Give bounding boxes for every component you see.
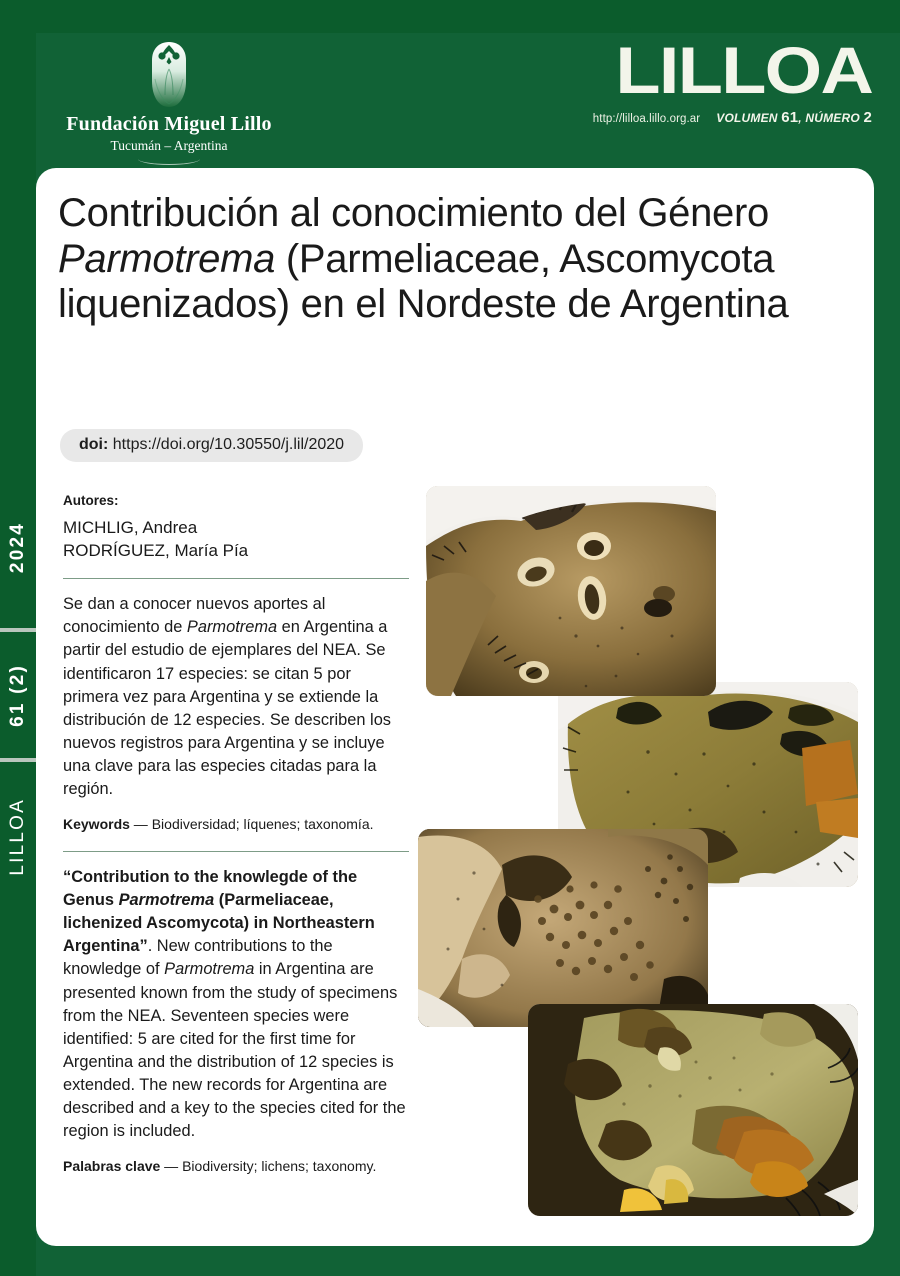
photo-collage [418,486,858,1216]
keywords-en-value: Biodiversity; lichens; taxonomy. [182,1158,377,1175]
lichen-photo-1-image [426,486,716,696]
author-name: MICHLIG, Andrea [63,518,198,537]
spine-year-label: 2024 [7,522,28,574]
lichen-photo-4-image [528,1004,858,1216]
lichen-photo-3-image [418,829,708,1027]
journal-title: LILLOA [615,33,872,107]
spine-volume-issue-label: 61 (2) [7,663,28,727]
page-title [58,191,858,328]
foundation-name: Fundación Miguel Lillo [66,113,272,135]
doi-label: doi: [79,436,109,453]
journal-url[interactable]: http://lilloa.lillo.org.ar [592,113,701,126]
divider-after-keywords [63,851,409,852]
spine-volume-issue [0,632,36,758]
abstract-es-genus: Parmotrema [186,618,278,637]
keywords-en-dash: — [160,1158,183,1175]
abstract-en-part-1: . New contributions to the knowledge of [63,937,333,979]
lichen-photo-3 [418,829,708,1027]
keywords-es-label: Keywords [63,816,130,833]
abstract-es-part-1: Se dan a conocer nuevos aportes al conocimiento de [63,595,326,637]
abstract-en-genus: Parmotrema [164,960,255,979]
spine-journal-label: LILLOA [7,798,28,876]
volume-number: 61 [781,109,799,127]
doi-value[interactable]: https://doi.org/10.30550/j.lil/2020 [112,436,345,453]
keywords-es-dash: — [129,816,152,833]
abstract-en-title-part-1: “Contribution to the knowlegde of the Genus [63,867,358,910]
journal-spine [0,0,36,1276]
author-name: RODRÍGUEZ, María Pía [63,540,249,560]
title-genus: Parmotrema [58,236,276,281]
abstract-spanish [63,593,409,801]
volume-label: VOLUMEN [716,111,778,126]
title-part-2: (Parmeliaceae, Ascomycota liquenizados) en el Nordeste de Argentina [58,236,789,327]
keywords-english [63,1157,409,1177]
abstract-en-title-part-2: (Parmeliaceae, lichenized Ascomycota) in Northeastern Argentina” [63,891,375,956]
abstract-en-title-genus: Parmotrema [118,891,215,910]
owl-icon [145,41,193,109]
journal-brand [592,33,872,127]
lichen-photo-1 [426,486,716,696]
article-card [36,168,874,1246]
page-header [36,33,900,168]
abstract-english [63,866,409,1144]
abstract-column [63,493,409,1177]
journal-volume-issue: VOLUMEN 61, NÚMERO 2 [716,109,872,127]
doi-badge[interactable] [60,429,363,462]
title-part-1: Contribución al conocimiento del Género [58,191,769,235]
keywords-es-value: Biodiversidad; líquenes; taxonomía. [151,816,374,833]
issue-label: NÚMERO [805,111,860,126]
issue-number: 2 [863,109,872,127]
foundation-location: Tucumán – Argentina [110,138,228,153]
divider-after-authors [63,578,409,579]
lichen-photo-4 [528,1004,858,1216]
keywords-spanish [63,815,409,835]
abstract-es-part-2: en Argentina a partir del estudio de ejemplares del NEA. Se identificaron 17 especies: se citan 5 por primera vez para Argentina y se extiende la distribución de 12 especies. Se describen los nuevos registros para Argentina y se incluye una clave para las especies citadas para la región. [63,618,392,799]
authors-label: Autores: [63,493,119,508]
foundation-logo [54,41,284,165]
keywords-en-label: Palabras clave [63,1158,161,1175]
abstract-en-part-2: in Argentina are presented known from the study of specimens from the NEA. Seventeen species were identified: 5 are cited for the first time for Argentina and the distribution of 12 species is extended. The new records for Argentina are described and a key to the species cited for the region is included. [63,960,406,1141]
journal-meta [593,109,872,126]
spine-journal [0,762,36,912]
logo-swoosh [138,159,200,165]
spine-year [0,468,36,628]
